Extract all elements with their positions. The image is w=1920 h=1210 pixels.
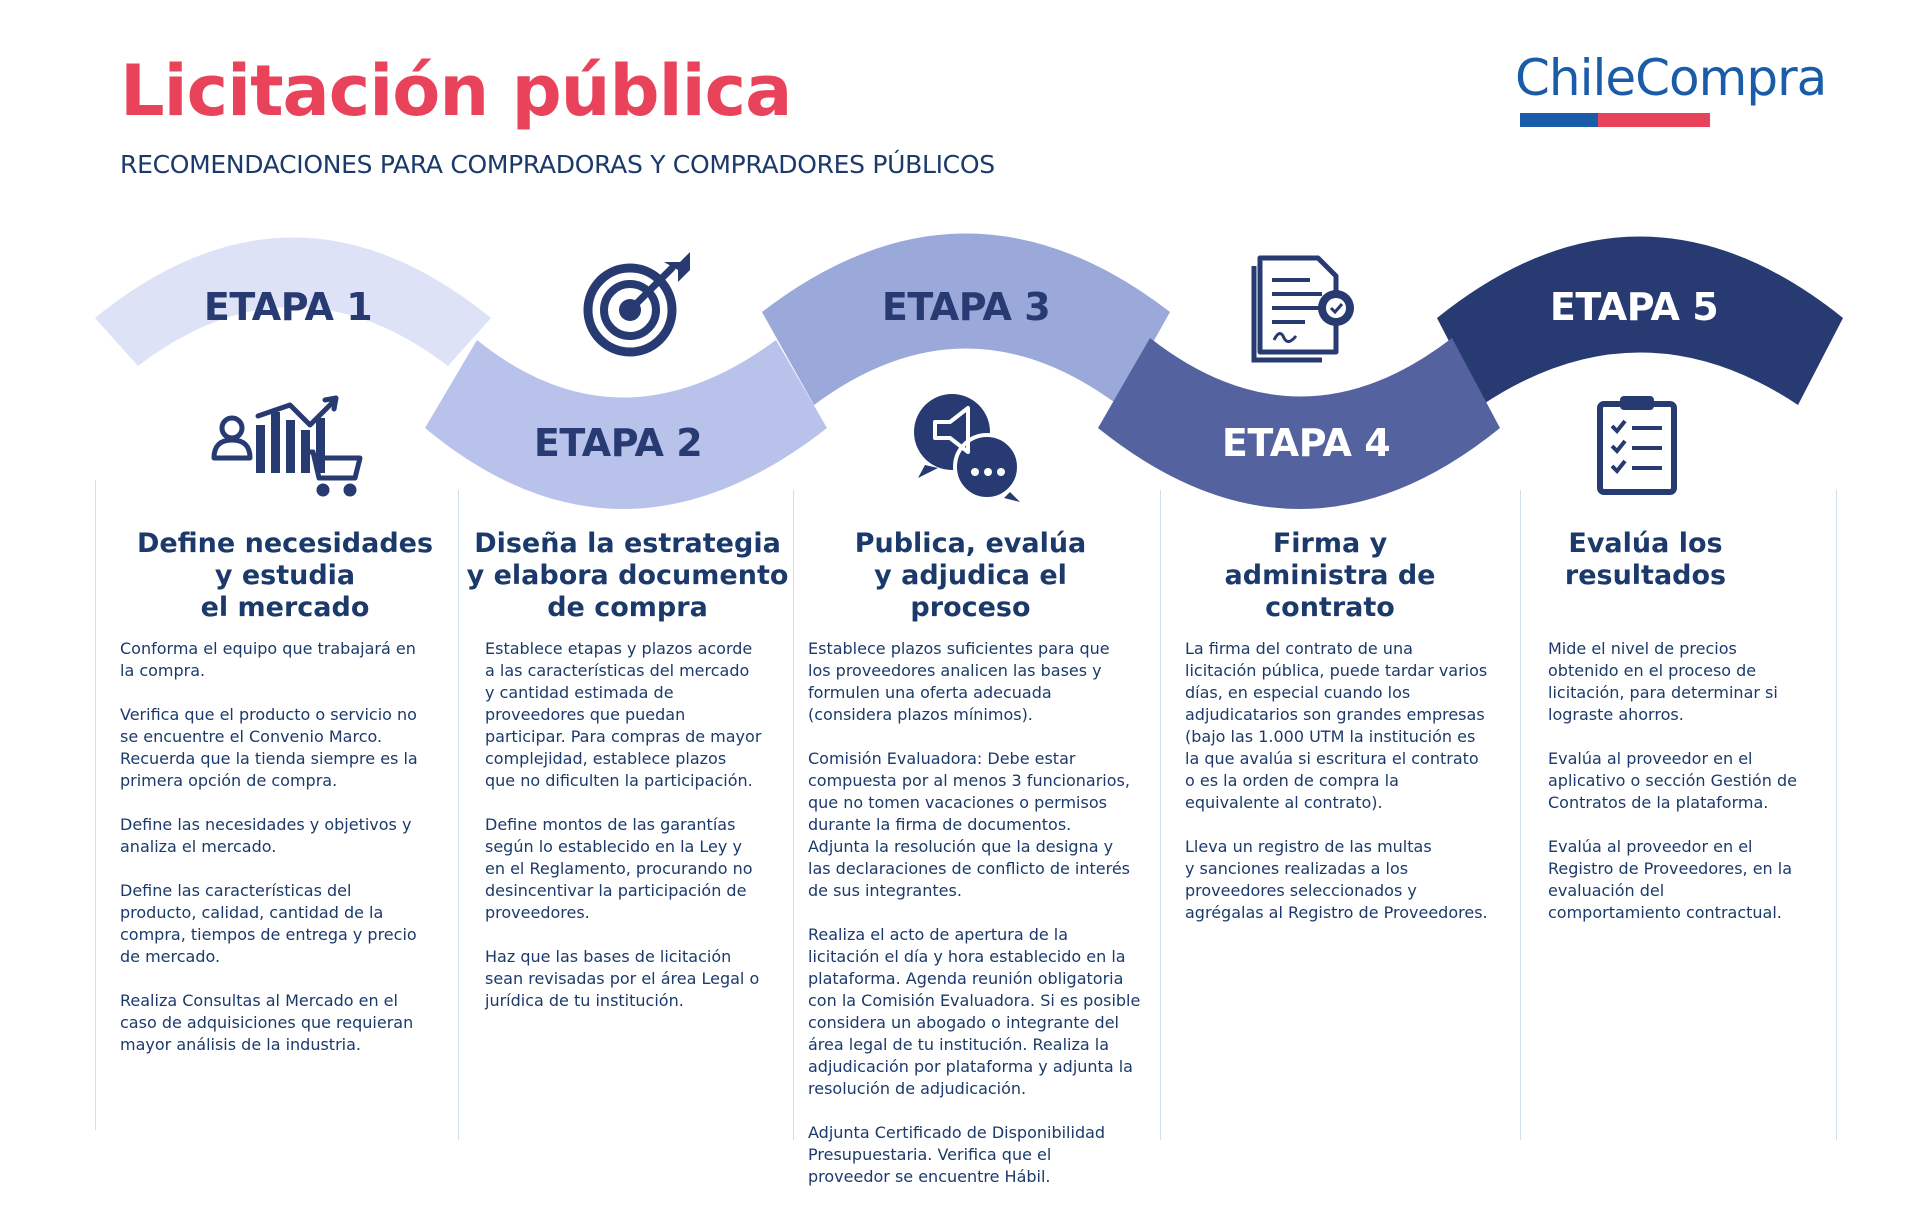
stage-3-heading: Publica, evalúa y adjudica el proceso <box>854 528 1087 623</box>
stage-1-column <box>120 528 450 1078</box>
stage-5-label: ETAPA 5 <box>1549 285 1719 329</box>
paragraph: Haz que las bases de licitación sean revisadas por el área Legal o jurídica de tu institución. <box>485 947 760 1010</box>
paragraph: Evalúa al proveedor en el Registro de Proveedores, en la evaluación del comportamiento contractual. <box>1548 837 1793 922</box>
stage-4-text <box>1185 638 1515 924</box>
column-divider <box>1836 490 1837 1140</box>
paragraph: La firma del contrato de una licitación pública, puede tardar varios días, en especial cuando los adjudicatarios son grandes empresas (bajo las 1.000 UTM la institución es la que avalúa si escritura el contrato o es la orden de compra la equivalente al contrato). <box>1185 639 1488 812</box>
target-icon <box>588 252 690 352</box>
stage-1-text <box>120 638 450 1056</box>
column-divider <box>458 490 459 1140</box>
stage-3-label: ETAPA 3 <box>881 285 1051 329</box>
stage-5-column <box>1548 528 1833 946</box>
stage-3-text <box>808 638 1158 1188</box>
stage-2-column <box>466 528 789 1034</box>
logo-text: ChileCompra <box>1515 49 1827 107</box>
stage-1-heading: Define necesidades y estudia el mercado <box>136 528 434 623</box>
page-title: Licitación pública <box>120 50 792 132</box>
clipboard-checklist-icon <box>1600 396 1674 492</box>
page-subtitle: RECOMENDACIONES PARA COMPRADORAS Y COMPRADORES PÚBLICOS <box>120 150 995 179</box>
stage-2-heading: Diseña la estrategia y elabora documento de compra <box>466 528 789 623</box>
stages-wave <box>0 0 1920 520</box>
megaphone-chat-icon <box>914 394 1020 502</box>
column-divider <box>1520 490 1521 1140</box>
paragraph: Mide el nivel de precios obtenido en el proceso de licitación, para determinar si lograste ahorros. <box>1548 639 1778 724</box>
stage-1-label: ETAPA 1 <box>203 285 373 329</box>
paragraph: Establece plazos suficientes para que los proveedores analicen las bases y formulen una oferta adecuada (considera plazos mínimos). <box>808 639 1110 724</box>
stage-5-text <box>1548 638 1833 924</box>
stage-4-label: ETAPA 4 <box>1221 421 1391 465</box>
stage-2-label: ETAPA 2 <box>533 421 703 465</box>
paragraph: Define las características del producto, calidad, cantidad de la compra, tiempos de entrega y precio de mercado. <box>120 881 417 966</box>
market-analysis-icon <box>214 398 360 494</box>
paragraph: Verifica que el producto o servicio no se encuentre el Convenio Marco. Recuerda que la tienda siempre es la primera opción de compra. <box>120 705 418 790</box>
paragraph: Realiza el acto de apertura de la licitación el día y hora establecido en la plataforma. Agenda reunión obligatoria con la Comisión Evaluadora. Si es posible considera un abogado o integrante del área legal de tu institución. Realiza la adjudicación por plataforma y adjunta la resolución de adjudicación. <box>808 925 1141 1098</box>
column-divider <box>793 490 794 1140</box>
paragraph: Lleva un registro de las multas y sanciones realizadas a los proveedores seleccionados y agrégalas al Registro de Proveedores. <box>1185 837 1488 922</box>
stage-2-text <box>485 638 785 1012</box>
stage-3-column <box>808 528 1158 1210</box>
paragraph: Define montos de las garantías según lo establecido en la Ley y en el Reglamento, procurando no desincentivar la participación de proveedores. <box>485 815 753 922</box>
column-divider <box>95 480 96 1130</box>
paragraph: Evalúa al proveedor en el aplicativo o sección Gestión de Contratos de la plataforma. <box>1548 749 1797 812</box>
paragraph: Define las necesidades y objetivos y analiza el mercado. <box>120 815 412 856</box>
column-divider <box>1160 490 1161 1140</box>
stage-5-heading: Evalúa los resultados <box>1564 528 1727 591</box>
stage-4-column <box>1185 528 1515 946</box>
paragraph: Comisión Evaluadora: Debe estar compuesta por al menos 3 funcionarios, que no tomen vacaciones o permisos durante la firma de documentos. Adjunta la resolución que la designa y las declaraciones de conflicto de interés de sus integrantes. <box>808 749 1131 900</box>
paragraph: Establece etapas y plazos acorde a las características del mercado y cantidad estimada de proveedores que puedan participar. Para compras de mayor complejidad, establece plazos que no dificulten la participación. <box>485 639 762 790</box>
paragraph: Conforma el equipo que trabajará en la compra. <box>120 639 416 680</box>
stage-4-heading: Firma y administra de contrato <box>1224 528 1436 623</box>
contract-document-icon <box>1254 258 1354 360</box>
paragraph: Adjunta Certificado de Disponibilidad Presupuestaria. Verifica que el proveedor se encuentre Hábil. <box>808 1123 1106 1186</box>
paragraph: Realiza Consultas al Mercado en el caso de adquisiciones que requieran mayor análisis de la industria. <box>120 991 414 1054</box>
